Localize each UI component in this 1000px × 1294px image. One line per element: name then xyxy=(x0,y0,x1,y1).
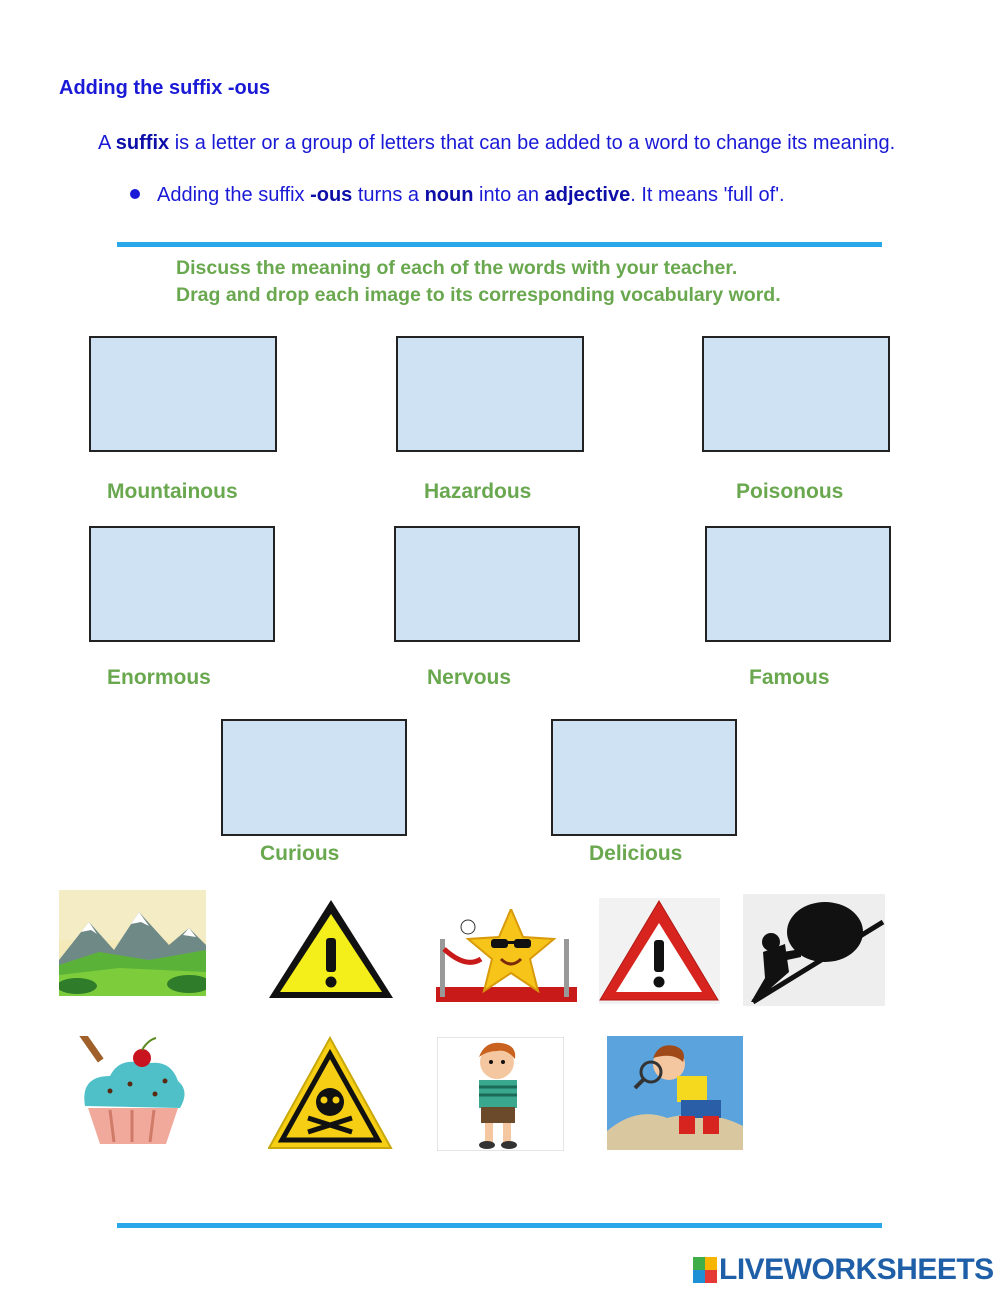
liveworksheets-logo xyxy=(693,1255,994,1285)
drop-box-nervous[interactable] xyxy=(394,526,580,642)
bullet-dot xyxy=(130,189,140,199)
drop-box-enormous[interactable] xyxy=(89,526,275,642)
liveworksheets-logo-icon xyxy=(693,1257,717,1283)
mountains-icon xyxy=(59,890,206,996)
warning-triangle-image[interactable] xyxy=(599,898,720,1004)
bullet-keyword: -ous xyxy=(310,184,353,206)
word-hazardous: Hazardous xyxy=(424,480,532,503)
poison-sign-image[interactable] xyxy=(268,1036,393,1150)
nervous-boy-image[interactable] xyxy=(437,1037,564,1151)
top-divider xyxy=(117,242,882,247)
mountains-image[interactable] xyxy=(59,890,206,996)
nervous-boy-icon xyxy=(437,1037,564,1151)
word-enormous: Enormous xyxy=(107,666,211,689)
drop-box-mountainous[interactable] xyxy=(89,336,277,452)
drop-box-hazardous[interactable] xyxy=(396,336,584,452)
caution-sign-icon xyxy=(266,896,396,1001)
drop-box-curious[interactable] xyxy=(221,719,407,836)
brand-name: LIVEWORKSHEETS xyxy=(719,1253,994,1286)
bullet-text: into an xyxy=(473,184,545,206)
enormous-boulder-image[interactable] xyxy=(743,894,885,1006)
bullet-keyword: noun xyxy=(424,184,474,206)
instruction-line-1: Discuss the meaning of each of the words with your teacher. xyxy=(176,257,738,279)
curious-boy-icon xyxy=(607,1036,743,1150)
page-title: Adding the suffix -ous xyxy=(59,77,271,99)
instructions xyxy=(176,255,781,309)
intro-keyword-suffix: suffix xyxy=(115,132,170,154)
curious-boy-image[interactable] xyxy=(607,1036,743,1150)
famous-star-image[interactable] xyxy=(436,909,577,1002)
word-poisonous: Poisonous xyxy=(736,480,844,503)
drop-box-delicious[interactable] xyxy=(551,719,737,836)
drop-box-poisonous[interactable] xyxy=(702,336,890,452)
bullet-keyword: adjective xyxy=(544,184,631,206)
cupcake-icon xyxy=(70,1036,195,1150)
caution-sign-image[interactable] xyxy=(266,896,396,1001)
drop-box-famous[interactable] xyxy=(705,526,891,642)
word-nervous: Nervous xyxy=(427,666,512,689)
bullet-text: turns a xyxy=(352,184,425,206)
word-mountainous: Mountainous xyxy=(107,480,238,503)
bottom-divider xyxy=(117,1223,882,1228)
word-curious: Curious xyxy=(260,842,340,865)
bullet-text: Adding the suffix xyxy=(157,184,311,206)
intro-text: A xyxy=(98,132,116,154)
intro-text: is a letter or a group of letters that can be added to a word to change its meaning. xyxy=(169,132,896,154)
enormous-boulder-icon xyxy=(743,894,885,1006)
intro-paragraph xyxy=(98,130,928,157)
instruction-line-2: Drag and drop each image to its corresponding vocabulary word. xyxy=(176,284,781,306)
poison-sign-icon xyxy=(268,1036,393,1150)
cupcake-image[interactable] xyxy=(70,1036,195,1150)
word-famous: Famous xyxy=(749,666,830,689)
bullet-text: . It means 'full of'. xyxy=(630,184,785,206)
word-delicious: Delicious xyxy=(589,842,683,865)
warning-triangle-icon xyxy=(599,898,720,1004)
famous-star-icon xyxy=(436,909,577,1002)
intro-bullet xyxy=(130,184,785,207)
